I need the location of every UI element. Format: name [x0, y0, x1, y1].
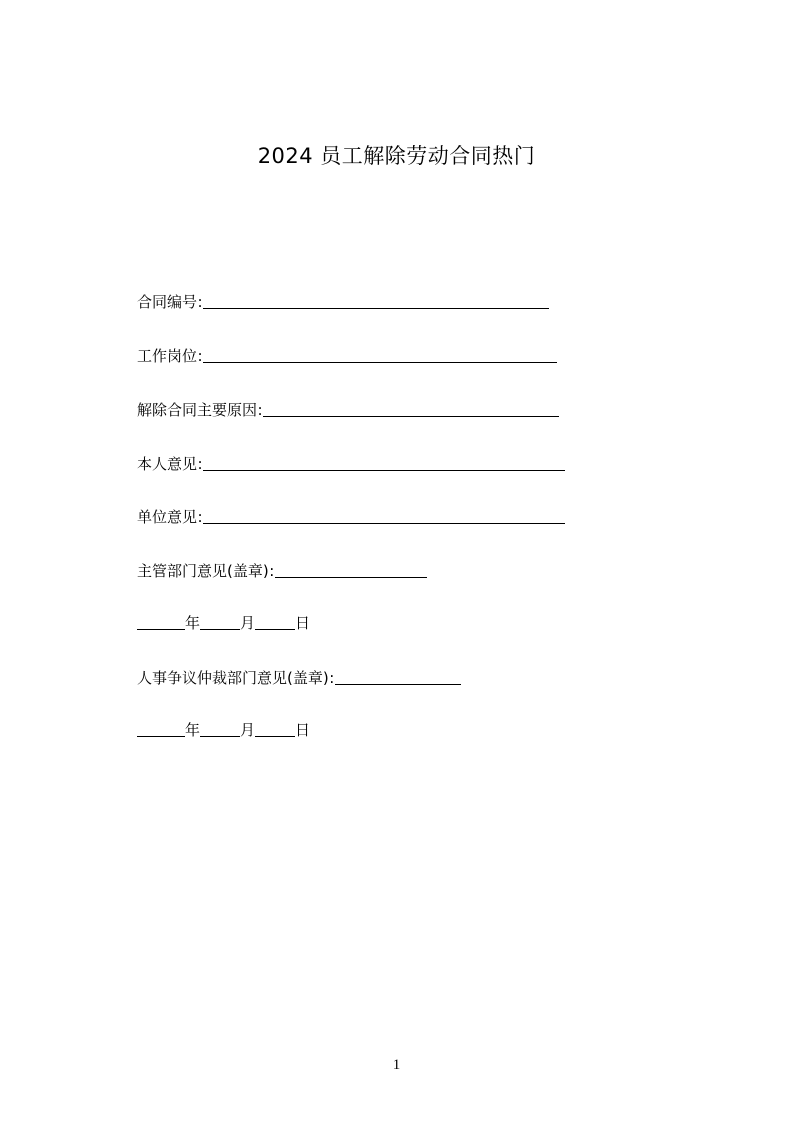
colon: :	[197, 455, 203, 473]
arbitration-opinion-field	[137, 666, 461, 688]
day-label: 日	[295, 721, 311, 739]
day-blank[interactable]	[255, 613, 295, 630]
colon: :	[197, 347, 203, 365]
year-blank[interactable]	[137, 613, 185, 630]
month-blank[interactable]	[200, 613, 240, 630]
employer-opinion-field	[137, 505, 565, 527]
contract-number-label: 合同编号	[137, 293, 198, 311]
reason-blank[interactable]	[263, 400, 559, 417]
employer-opinion-blank[interactable]	[203, 507, 565, 524]
colon: :	[269, 562, 275, 580]
colon: :	[257, 401, 263, 419]
date-row-arbitration	[137, 718, 310, 740]
day-blank[interactable]	[255, 720, 295, 737]
month-label: 月	[240, 721, 256, 739]
year-blank[interactable]	[137, 720, 185, 737]
page-number: 1	[392, 1057, 401, 1073]
date-row-supervisor	[137, 611, 310, 633]
day-label: 日	[295, 614, 311, 632]
supervisor-opinion-blank[interactable]	[275, 561, 427, 578]
year-label: 年	[185, 721, 201, 739]
employee-opinion-field	[137, 452, 565, 474]
month-blank[interactable]	[200, 720, 240, 737]
position-blank[interactable]	[203, 346, 557, 363]
position-label: 工作岗位	[137, 347, 198, 365]
reason-label: 解除合同主要原因	[137, 401, 258, 419]
position-field	[137, 344, 557, 366]
employee-opinion-label: 本人意见	[137, 455, 198, 473]
arbitration-opinion-blank[interactable]	[335, 668, 461, 685]
document-title: 2024 员工解除劳动合同热门	[257, 144, 536, 168]
colon: :	[329, 669, 335, 687]
supervisor-opinion-label: 主管部门意见(盖章)	[137, 562, 269, 580]
contract-number-blank[interactable]	[203, 292, 549, 309]
colon: :	[197, 293, 203, 311]
employee-opinion-blank[interactable]	[203, 454, 565, 471]
arbitration-opinion-label: 人事争议仲裁部门意见(盖章)	[137, 669, 329, 687]
employer-opinion-label: 单位意见	[137, 508, 198, 526]
contract-number-field	[137, 290, 549, 312]
month-label: 月	[240, 614, 256, 632]
supervisor-opinion-field	[137, 559, 427, 581]
reason-field	[137, 398, 559, 420]
year-label: 年	[185, 614, 201, 632]
colon: :	[197, 508, 203, 526]
